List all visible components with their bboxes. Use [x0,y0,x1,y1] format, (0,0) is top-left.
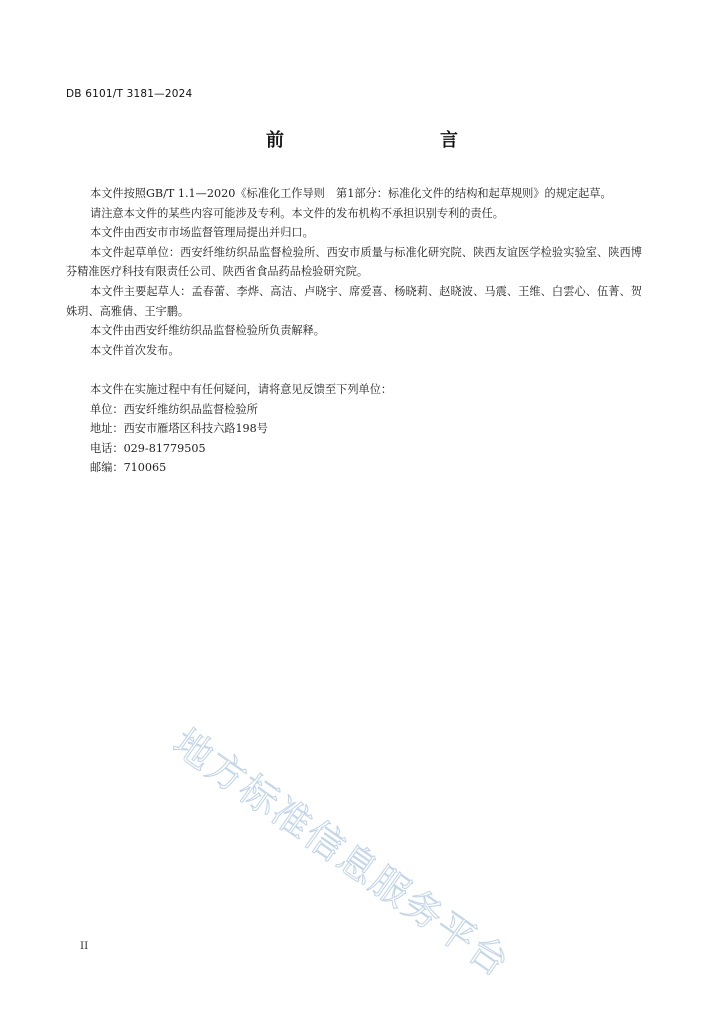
paragraph-first-release: 本文件首次发布。 [90,343,180,357]
page-title: 前 言 [266,130,498,151]
contact-postcode: 邮编：710065 [90,461,167,475]
contact-unit: 单位：西安纤维纺织品监督检验所 [90,402,258,416]
paragraph-drafting-units: 本文件起草单位：西安纤维纺织品监督检验所、西安市质量与标准化研究院、陕西友谊医学检验实验室、陕西博芬精准医疗科技有限责任公司、陕西省食品药品检验研究院。 [66,245,642,279]
standard-code: DB 6101/T 3181—2024 [66,88,193,100]
document-body [66,184,642,478]
watermark-text: 地方标准信息服务平台 [165,720,519,986]
contact-intro: 本文件在实施过程中有任何疑问，请将意见反馈至下列单位： [90,382,393,396]
paragraph-drafters: 本文件主要起草人：孟春蕾、李烨、高洁、卢晓宇、席爱喜、杨晓莉、赵晓波、马震、王维、白雲心、伍菁、贺姝玥、高雅倩、王宇鹏。 [66,284,642,318]
contact-address: 地址：西安市雁塔区科技六路198号 [90,422,268,436]
paragraph-interpretation: 本文件由西安纤维纺织品监督检验所负责解释。 [90,324,325,338]
spacer [66,360,642,380]
page-number: II [80,940,89,952]
paragraph-drafting-basis: 本文件按照GB/T 1.1—2020《标准化工作导则 第1部分：标准化文件的结构和起草规则》的规定起草。 [90,187,612,200]
paragraph-patent-notice: 请注意本文件的某些内容可能涉及专利。本文件的发布机构不承担识别专利的责任。 [90,206,504,220]
paragraph-proposer: 本文件由西安市市场监督管理局提出并归口。 [90,226,314,240]
contact-phone: 电话：029-81779505 [90,441,206,455]
